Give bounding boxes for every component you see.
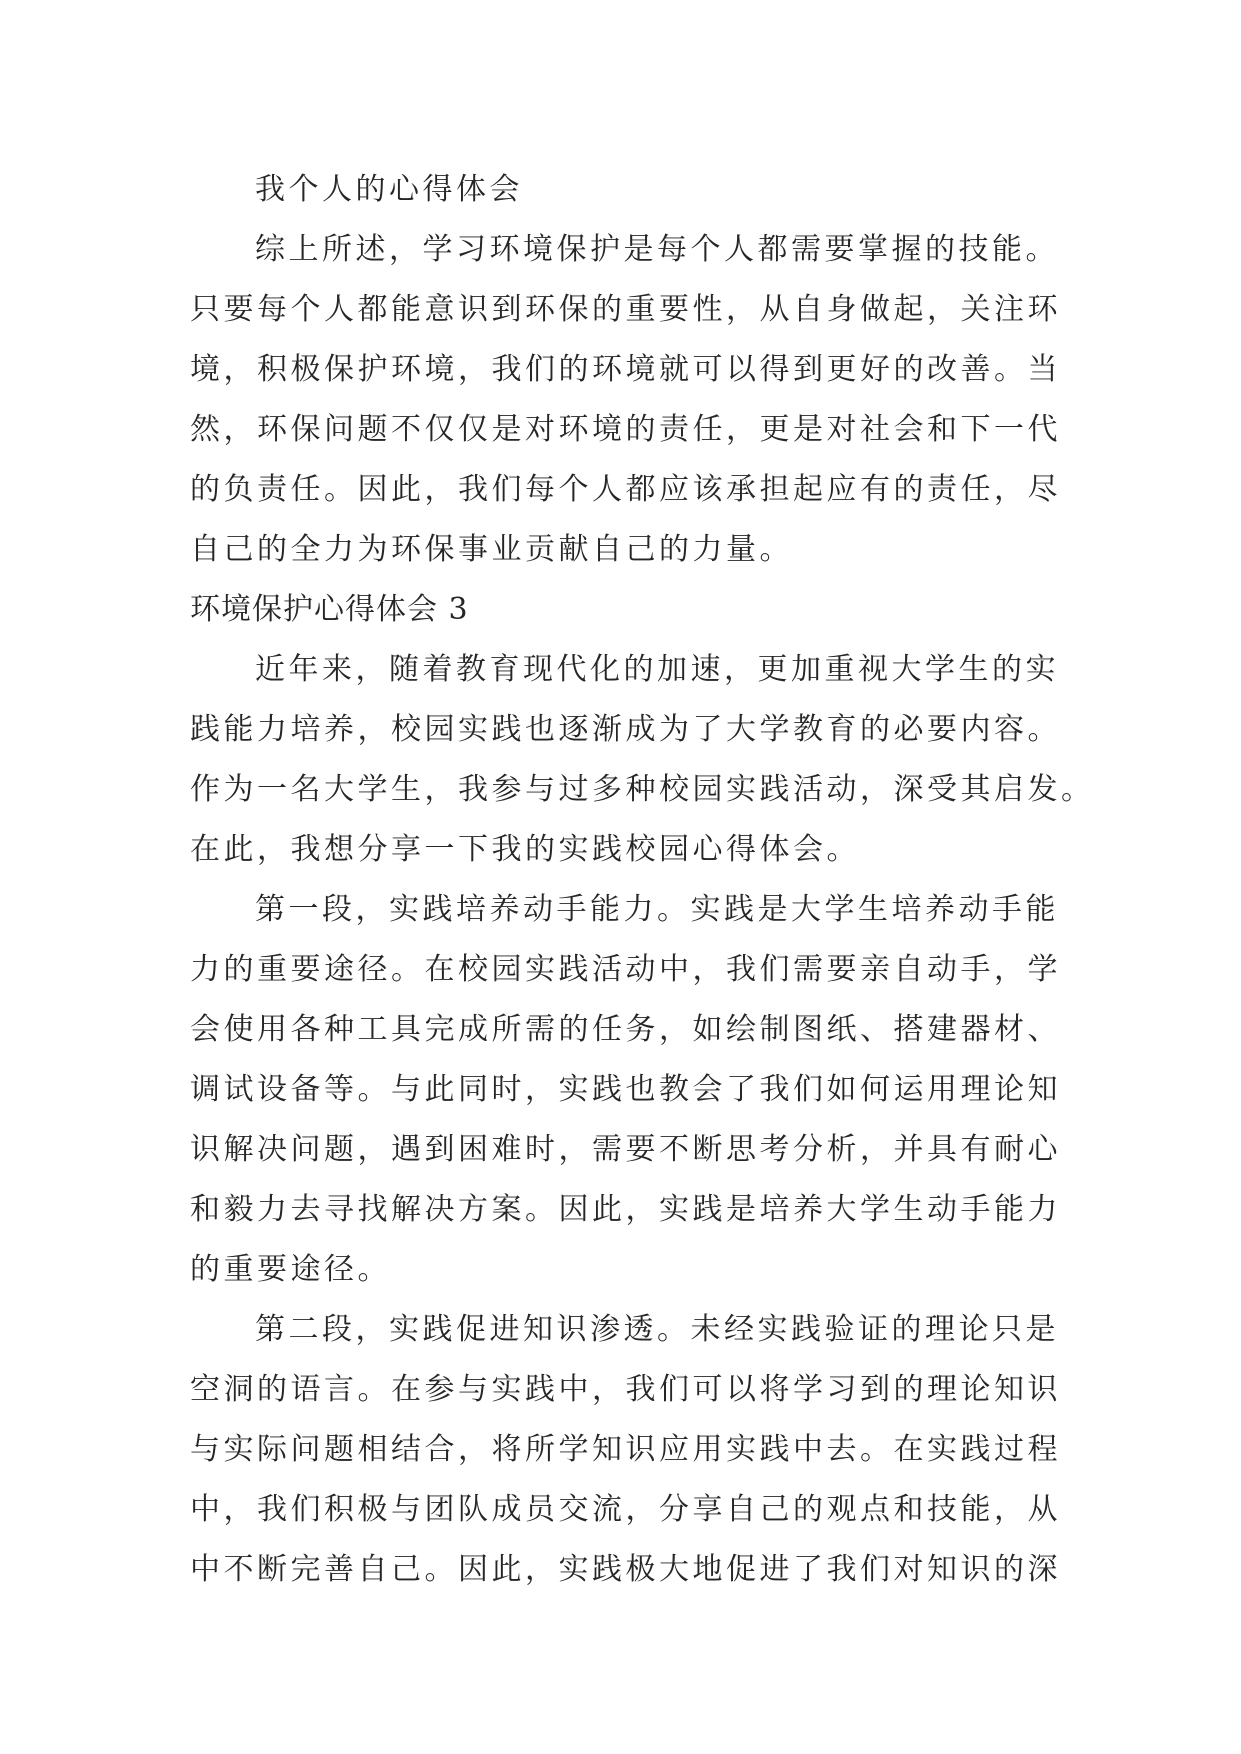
text-line: 调试设备等。与此同时，实践也教会了我们如何运用理论知 bbox=[190, 1072, 1061, 1107]
text-line: 与实际问题相结合，将所学知识应用实践中去。在实践过程 bbox=[190, 1432, 1061, 1467]
text-line: 自己的全力为环保事业贡献自己的力量。 bbox=[190, 532, 793, 567]
text-line: 空洞的语言。在参与实践中，我们可以将学习到的理论知识 bbox=[190, 1372, 1061, 1407]
text-line: 力的重要途径。在校园实践活动中，我们需要亲自动手，学 bbox=[190, 952, 1061, 987]
text-line: 第二段，实践促进知识渗透。未经实践验证的理论只是 bbox=[255, 1312, 1059, 1347]
text-line: 和毅力去寻找解决方案。因此，实践是培养大学生动手能力 bbox=[190, 1192, 1061, 1227]
text-line: 的负责任。因此，我们每个人都应该承担起应有的责任，尽 bbox=[190, 472, 1061, 507]
text-line: 中不断完善自己。因此，实践极大地促进了我们对知识的深 bbox=[190, 1552, 1061, 1587]
text-line: 作为一名大学生，我参与过多种校园实践活动，深受其启发。 bbox=[190, 772, 1095, 807]
text-line: 我个人的心得体会 bbox=[255, 172, 523, 207]
section-heading: 环境保护心得体会 3 bbox=[190, 592, 469, 627]
text-line: 境，积极保护环境，我们的环境就可以得到更好的改善。当 bbox=[190, 352, 1061, 387]
text-line: 中，我们积极与团队成员交流，分享自己的观点和技能，从 bbox=[190, 1492, 1061, 1527]
text-line: 然，环保问题不仅仅是对环境的责任，更是对社会和下一代 bbox=[190, 412, 1061, 447]
text-line: 会使用各种工具完成所需的任务，如绘制图纸、搭建器材、 bbox=[190, 1012, 1061, 1047]
document-body bbox=[190, 160, 1095, 1600]
text-line: 综上所述，学习环境保护是每个人都需要掌握的技能。 bbox=[255, 232, 1059, 267]
text-line: 识解决问题，遇到困难时，需要不断思考分析，并具有耐心 bbox=[190, 1132, 1061, 1167]
text-line: 在此，我想分享一下我的实践校园心得体会。 bbox=[190, 832, 860, 867]
text-line: 第一段，实践培养动手能力。实践是大学生培养动手能 bbox=[255, 892, 1059, 927]
text-line: 的重要途径。 bbox=[190, 1252, 391, 1287]
text-line: 只要每个人都能意识到环保的重要性，从自身做起，关注环 bbox=[190, 292, 1061, 327]
text-line: 践能力培养，校园实践也逐渐成为了大学教育的必要内容。 bbox=[190, 712, 1061, 747]
text-line: 近年来，随着教育现代化的加速，更加重视大学生的实 bbox=[255, 652, 1059, 687]
